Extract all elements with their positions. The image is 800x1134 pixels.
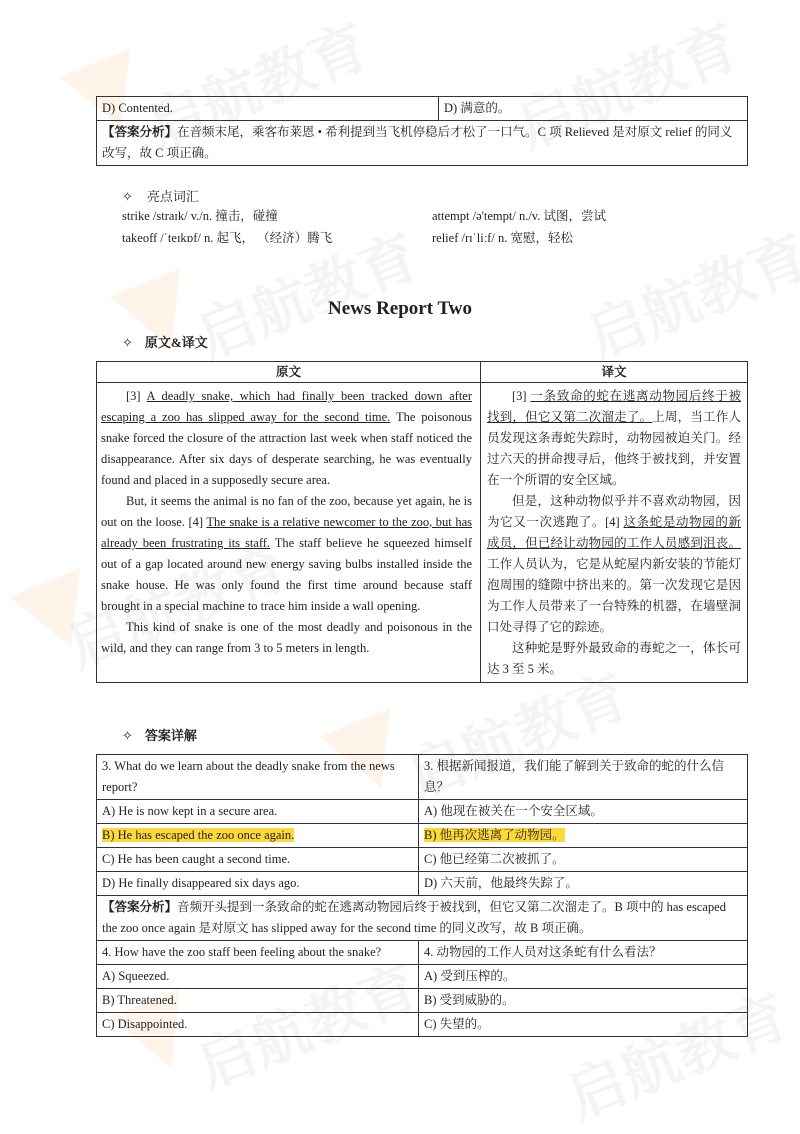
- underlined-sentence: A deadly snake, which had finally been tracked down after escaping a zoo has slipped away for the second time.: [101, 389, 472, 424]
- table-row: [97, 989, 748, 1013]
- paragraph: This kind of snake is one of the most deadly and poisonous in the wild, and they can range from 3 to 5 meters in length.: [101, 620, 472, 655]
- col-translation: 译文: [481, 362, 748, 383]
- answer-section-heading: [122, 725, 197, 744]
- paragraph: [3] A deadly snake, which had finally been tracked down after escaping a zoo has slipped away for the second time. The poisonous snake forced the closure of the attraction last week when staff noticed the disappearance. After six days of desperate searching, he was eventually found and placed in a supposedly secure area.: [101, 389, 472, 487]
- table-row: [97, 383, 748, 683]
- table-header-row: [97, 362, 748, 383]
- paragraph: 但是，这种动物似乎并不喜欢动物园，因为它又一次逃跑了。[4] 这条蛇是动物园的新成员，但已经让动物园的工作人员感到沮丧。工作人员认为，它是从蛇屋内新安装的节能灯泡周围的缝隙中挤出来的。第一次发现它是因为工作人员带来了一台特殊的机器，在墙壁洞口处寻得了它的踪迹。: [487, 494, 741, 634]
- table-row: [97, 896, 748, 941]
- option-en: C) He has been caught a second time.: [97, 848, 419, 872]
- section-title: 答案详解: [144, 728, 197, 743]
- option-en-correct: [97, 824, 419, 848]
- highlight: B) 他再次逃离了动物园。: [424, 828, 565, 842]
- vocab-item: strike /straɪk/ v./n. 撞击，碰撞: [122, 209, 278, 223]
- option-zh: D) 六天前，他最终失踪了。: [419, 872, 748, 896]
- option-zh: A) 他现在被关在一个安全区域。: [419, 800, 748, 824]
- option-en: B) Threatened.: [97, 989, 419, 1013]
- table-row: [97, 941, 748, 965]
- analysis-text: 音频开头提到一条致命的蛇在逃离动物园后终于被找到，但它又第二次溜走了。B 项中的 has escaped the zoo once again 是对原文 has slipped away for the second time 的同义改写，故 B 项正确。: [102, 900, 726, 935]
- watermark: [573, 210, 800, 375]
- underlined-sentence: 一条致命的蛇在逃离动物园后终于被找到，但它又第二次溜走了。: [487, 389, 741, 424]
- option-zh: D) 满意的。: [439, 97, 748, 121]
- table-row: [97, 848, 748, 872]
- table-row: [97, 872, 748, 896]
- table-row: [97, 121, 748, 166]
- vocab-item: takeoff /ˈteɪkɒf/ n. 起飞， （经济）腾飞: [122, 231, 333, 245]
- text-section-heading: [122, 332, 208, 351]
- paragraph: But, it seems the animal is no fan of the zoo, because yet again, he is out on the loose. [4] The snake is a relative newcomer to the zoo, but has already been frustrating its staff. The staff believe he squeezed himself out of a gap located around new energy saving bulbs installed inside the snake house. He was only found the first time around because staff brought in a special machine to trace him inside a wall opening.: [101, 494, 472, 613]
- col-original: 原文: [97, 362, 481, 383]
- underlined-sentence: 这条蛇是动物园的新成员，但已经让动物园的工作人员感到沮丧。: [487, 515, 741, 550]
- table-row: [97, 1013, 748, 1037]
- diamond-icon: ✧: [122, 189, 133, 204]
- analysis-label: 【答案分析】: [102, 125, 178, 139]
- section-title: 原文&译文: [144, 335, 208, 350]
- option-en: A) Squeezed.: [97, 965, 419, 989]
- vocab-heading: [122, 186, 199, 205]
- question-zh: 3. 根据新闻报道，我们能了解到关于致命的蛇的什么信息？: [419, 755, 748, 800]
- vocab-title: 亮点词汇: [146, 189, 199, 204]
- table-row: [97, 97, 748, 121]
- text-table: [96, 361, 748, 683]
- analysis-text: 在音频末尾，乘客布莱恩 • 希利提到当飞机停稳后才松了一口气。C 项 Relieved 是对原文 relief 的同义改写，故 C 项正确。: [102, 125, 733, 160]
- option-zh-correct: [419, 824, 748, 848]
- question-zh: 4. 动物园的工作人员对这条蛇有什么看法？: [419, 941, 748, 965]
- diamond-icon: ✧: [122, 335, 133, 350]
- answer-analysis: [97, 121, 748, 166]
- option-zh: C) 他已经第二次被抓了。: [419, 848, 748, 872]
- diamond-icon: ✧: [122, 728, 133, 743]
- top-answer-table: [96, 96, 748, 166]
- answer-analysis: [97, 896, 748, 941]
- watermark-logo-icon: [10, 568, 107, 661]
- paragraph: [3] 一条致命的蛇在逃离动物园后终于被找到，但它又第二次溜走了。上周，当工作人员发现这条毒蛇失踪时，动物园被迫关门。经过六天的拼命搜寻后，他终于被找到，并安置在一个所谓的安全区域。: [487, 389, 741, 487]
- table-row: [97, 965, 748, 989]
- table-row: [97, 800, 748, 824]
- option-en: C) Disappointed.: [97, 1013, 419, 1037]
- option-zh: B) 受到威胁的。: [419, 989, 748, 1013]
- page-title: News Report Two: [328, 298, 472, 319]
- highlight: B) He has escaped the zoo once again.: [102, 828, 295, 842]
- paragraph: 这种蛇是野外最致命的毒蛇之一，体长可达 3 至 5 米。: [487, 641, 741, 676]
- option-en: D) Contented.: [97, 97, 439, 121]
- question-en: 4. How have the zoo staff been feeling about the snake?: [97, 941, 419, 965]
- option-zh: A) 受到压榨的。: [419, 965, 748, 989]
- question-en: 3. What do we learn about the deadly snake from the news report?: [97, 755, 419, 800]
- table-row: [97, 755, 748, 800]
- option-en: A) He is now kept in a secure area.: [97, 800, 419, 824]
- analysis-label: 【答案分析】: [102, 900, 178, 914]
- option-zh: C) 失望的。: [419, 1013, 748, 1037]
- original-text: [97, 383, 481, 683]
- translation-text: [481, 383, 748, 683]
- vocab-item: relief /rɪˈliːf/ n. 宽慰，轻松: [432, 231, 573, 245]
- vocab-item: attempt /ə'tempt/ n./v. 试图，尝试: [432, 209, 606, 223]
- underlined-sentence: The snake is a relative newcomer to the zoo, but has already been frustrating its staff.: [101, 515, 472, 550]
- answer-table: [96, 754, 748, 1037]
- table-row: [97, 824, 748, 848]
- option-en: D) He finally disappeared six days ago.: [97, 872, 419, 896]
